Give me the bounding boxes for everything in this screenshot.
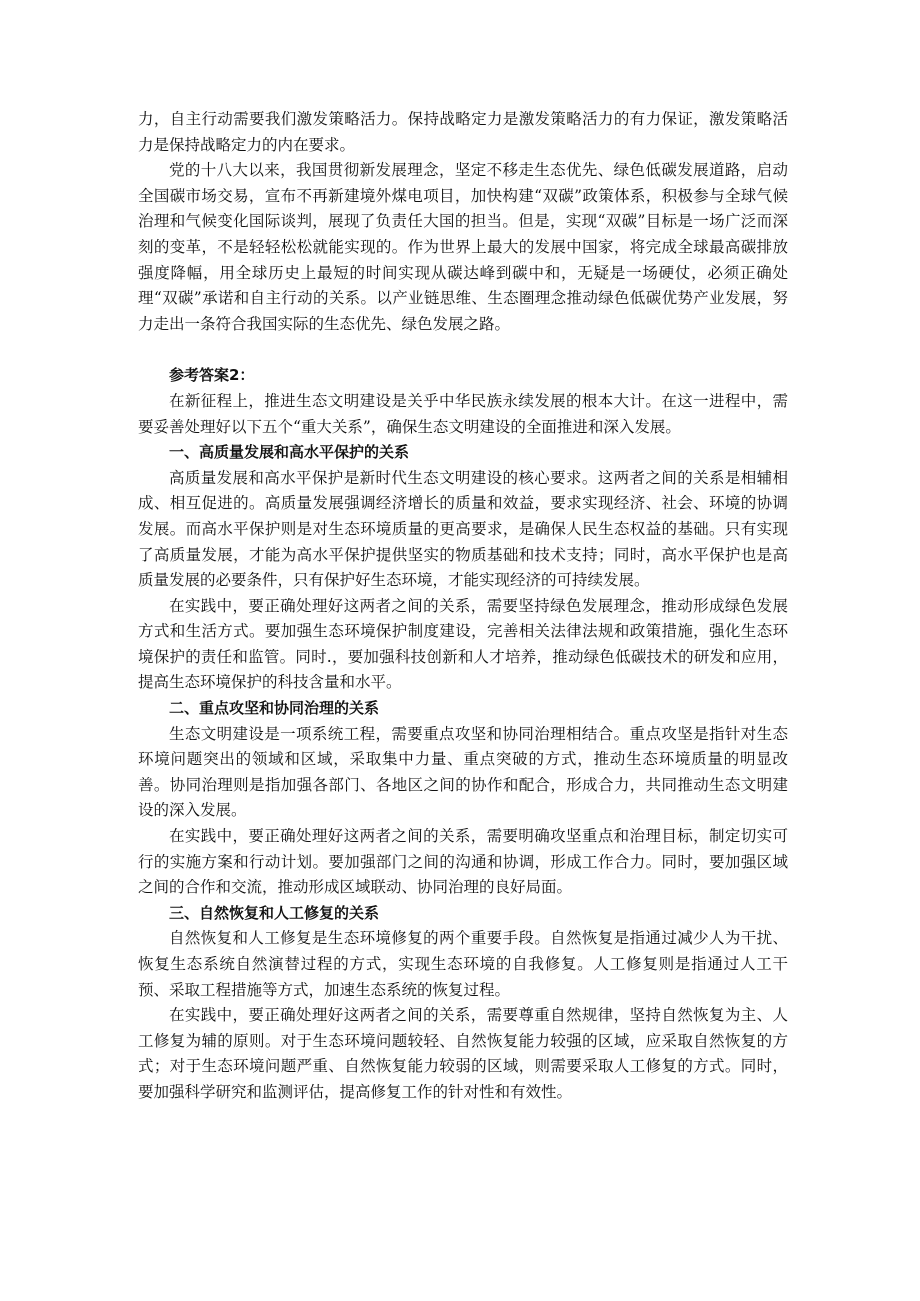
section-3-paragraph-2: 在实践中，要正确处理好这两者之间的关系，需要尊重自然规律，坚持自然恢复为主、人工修复为辅的原则。对于生态环境问题较轻、自然恢复能力较强的区域，应采取自然恢复的方式；对于生态环境问题严重、自然恢复能力较弱的区域，则需要采取人工修复的方式。同时，要加强科学研究和监测评估，提高修复工作的针对性和有效性。 — [138, 1006, 788, 1101]
section-2-paragraph-1: 生态文明建设是一项系统工程，需要重点攻坚和协同治理相结合。重点攻坚是指针对生态环境问题突出的领域和区域，采取集中力量、重点突破的方式，推动生态环境质量的明显改善。协同治理则是指加强各部门、各地区之间的协作和配合，形成合力，共同推动生态文明建设的深入发展。 — [138, 724, 788, 820]
section-heading-3: 三、自然恢复和人工修复的关系 — [169, 903, 380, 922]
section-heading-2: 二、重点攻坚和协同治理的关系 — [169, 699, 380, 718]
intro-paragraph: 党的十八大以来，我国贯彻新发展理念，坚定不移走生态优先、绿色低碳发展道路，启动全国碳市场交易，宣布不再新建境外煤电项目，加快构建“双碳”政策体系，积极参与全球气候治理和气候变化国际谈判，展现了负责任大国的担当。但是，实现“双碳”目标是一场广泛而深刻的变革，不是轻轻松松就能实现的。作为世界上最大的发展中国家，将完成全球最高碳排放强度降幅，用全球历史上最短的时间实现从碳达峰到碳中和，无疑是一场硬仗，必须正确处理“双碳”承诺和自主行动的关系。以产业链思维、生态圈理念推动绿色低碳优势产业发展，努力走出一条符合我国实际的生态优先、绿色发展之路。 — [138, 161, 788, 333]
section-2-paragraph-2: 在实践中，要正确处理好这两者之间的关系，需要明确攻坚重点和治理目标，制定切实可行的实施方案和行动计划。要加强部门之间的沟通和协调，形成工作合力。同时，要加强区域之间的合作和交流，推动形成区域联动、协同治理的良好局面。 — [138, 827, 788, 897]
section-1-paragraph-1: 高质量发展和高水平保护是新时代生态文明建设的核心要求。这两者之间的关系是相辅相成、相互促进的。高质量发展强调经济增长的质量和效益，要求实现经济、社会、环境的协调发展。而高水平保护则是对生态环境质量的更高要求，是确保人民生态权益的基础。只有实现了高质量发展，才能为高水平保护提供坚实的物质基础和技术支持；同时，高水平保护也是高质量发展的必要条件，只有保护好生态环境，才能实现经济的可持续发展。 — [138, 468, 788, 590]
document-page — [138, 107, 788, 1106]
answer-intro-paragraph: 在新征程上，推进生态文明建设是关乎中华民族永续发展的根本大计。在这一进程中，需要妥善处理好以下五个“重大关系”，确保生态文明建设的全面推进和深入发展。 — [138, 391, 788, 436]
intro-continuation-paragraph: 力，自主行动需要我们激发策略活力。保持战略定力是激发策略活力的有力保证，激发策略活力是保持战略定力的内在要求。 — [138, 110, 788, 154]
answer-label: 参考答案2： — [169, 366, 255, 385]
section-heading-1: 一、高质量发展和高水平保护的关系 — [169, 443, 410, 462]
section-1-paragraph-2: 在实践中，要正确处理好这两者之间的关系，需要坚持绿色发展理念，推动形成绿色发展方式和生活方式。要加强生态环境保护制度建设，完善相关法律法规和政策措施，强化生态环境保护的责任和监管。同时.，要加强科技创新和人才培养，推动绿色低碳技术的研发和应用，提高生态环境保护的科技含量和水平。 — [138, 596, 788, 692]
section-3-paragraph-1: 自然恢复和人工修复是生态环境修复的两个重要手段。自然恢复是指通过减少人为干扰、恢复生态系统自然演替过程的方式，实现生态环境的自我修复。人工修复则是指通过人工干预、采取工程措施等方式，加速生态系统的恢复过程。 — [138, 929, 788, 999]
